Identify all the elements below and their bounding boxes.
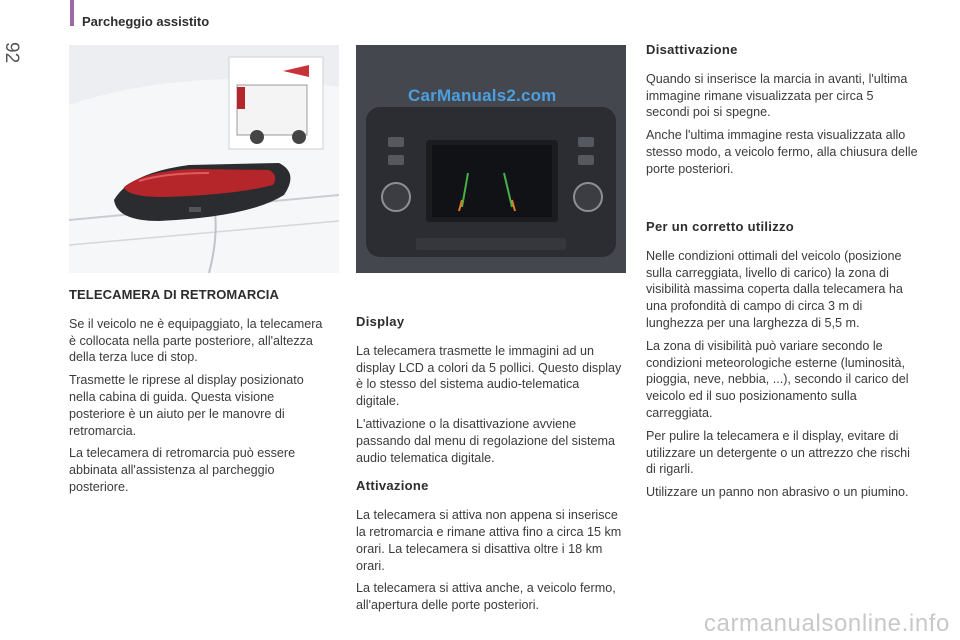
paragraph: La telecamera trasmette le immagini ad un display LCD a colori da 5 pollici. Questo display è lo stesso del sistema audio-telematica digitale. <box>356 343 622 409</box>
section-heading: Attivazione <box>356 478 429 494</box>
paragraph: La telecamera di retromarcia può essere abbinata all'assistenza al parcheggio posteriore. <box>69 446 296 494</box>
paragraph: La zona di visibilità può variare secondo le condizioni meteorologiche esterne (luminosità, pioggia, neve, nebbia, ...), secondo il carico del veicolo ed il suo posizionamento sulla carreggiata. <box>646 338 909 420</box>
paragraph: La telecamera si attiva anche, a veicolo fermo, all'apertura delle porte posteriori. <box>356 581 616 613</box>
section-deactivation <box>646 42 918 184</box>
browse-knob-icon <box>574 183 602 211</box>
page-header-title: Parcheggio assistito <box>82 14 210 29</box>
section-heading: TELECAMERA DI RETROMARCIA <box>69 287 280 302</box>
rear-camera-illustration <box>69 45 339 273</box>
section-heading: Display <box>356 314 405 329</box>
paragraph: Anche l'ultima immagine resta visualizzata allo stesso modo, a veicolo fermo, alla chiusura delle porte posteriori. <box>646 128 918 176</box>
display-illustration <box>356 45 626 273</box>
header-accent-bar <box>70 0 74 26</box>
paragraph: Se il veicolo ne è equipaggiato, la telecamera è collocata nella parte posteriore, all'altezza della terza luce di stop. <box>69 316 323 365</box>
brand-watermark: CarManuals2.com <box>408 86 557 105</box>
page-number: 92 <box>1 42 22 64</box>
paragraph: Quando si inserisce la marcia in avanti, l'ultima immagine rimane visualizzata per circa 5 secondi poi si spegne. <box>646 71 908 120</box>
power-knob-icon <box>382 183 410 211</box>
paragraph: La telecamera si attiva non appena si inserisce la retromarcia e rimane attiva fino a circa 15 km orari. La telecamera si disattiva oltre i 18 km orari. <box>356 508 622 573</box>
section-display <box>356 314 626 620</box>
section-correct-use <box>646 219 918 507</box>
section-heading: Per un corretto utilizzo <box>646 219 795 234</box>
site-watermark: carmanualsonline.info <box>703 610 950 637</box>
rear-camera-photo <box>69 45 339 273</box>
paragraph: Trasmette le riprese al display posizionato nella cabina di guida. Questa visione posteriore è un aiuto per le manovre di retromarcia. <box>69 373 304 438</box>
paragraph: Per pulire la telecamera e il display, evitare di utilizzare un detergente o un attrezzo che rischi di rigarli. <box>646 428 910 477</box>
paragraph: Utilizzare un panno non abrasivo o un piumino. <box>646 485 909 500</box>
infotainment-display-photo <box>356 45 626 273</box>
section-rear-camera <box>69 287 331 502</box>
paragraph: Nelle condizioni ottimali del veicolo (posizione sulla carreggiata, livello di carico) la zona di visibilità massima coperta dalla telecamera ha una profondità di campo di circa 3 m di lunghezza per una larghezza di 5,5 m. <box>646 248 903 330</box>
section-heading: Disattivazione <box>646 42 738 57</box>
paragraph: L'attivazione o la disattivazione avviene passando dal menu di regolazione del sistema audio telematica digitale. <box>356 416 616 465</box>
